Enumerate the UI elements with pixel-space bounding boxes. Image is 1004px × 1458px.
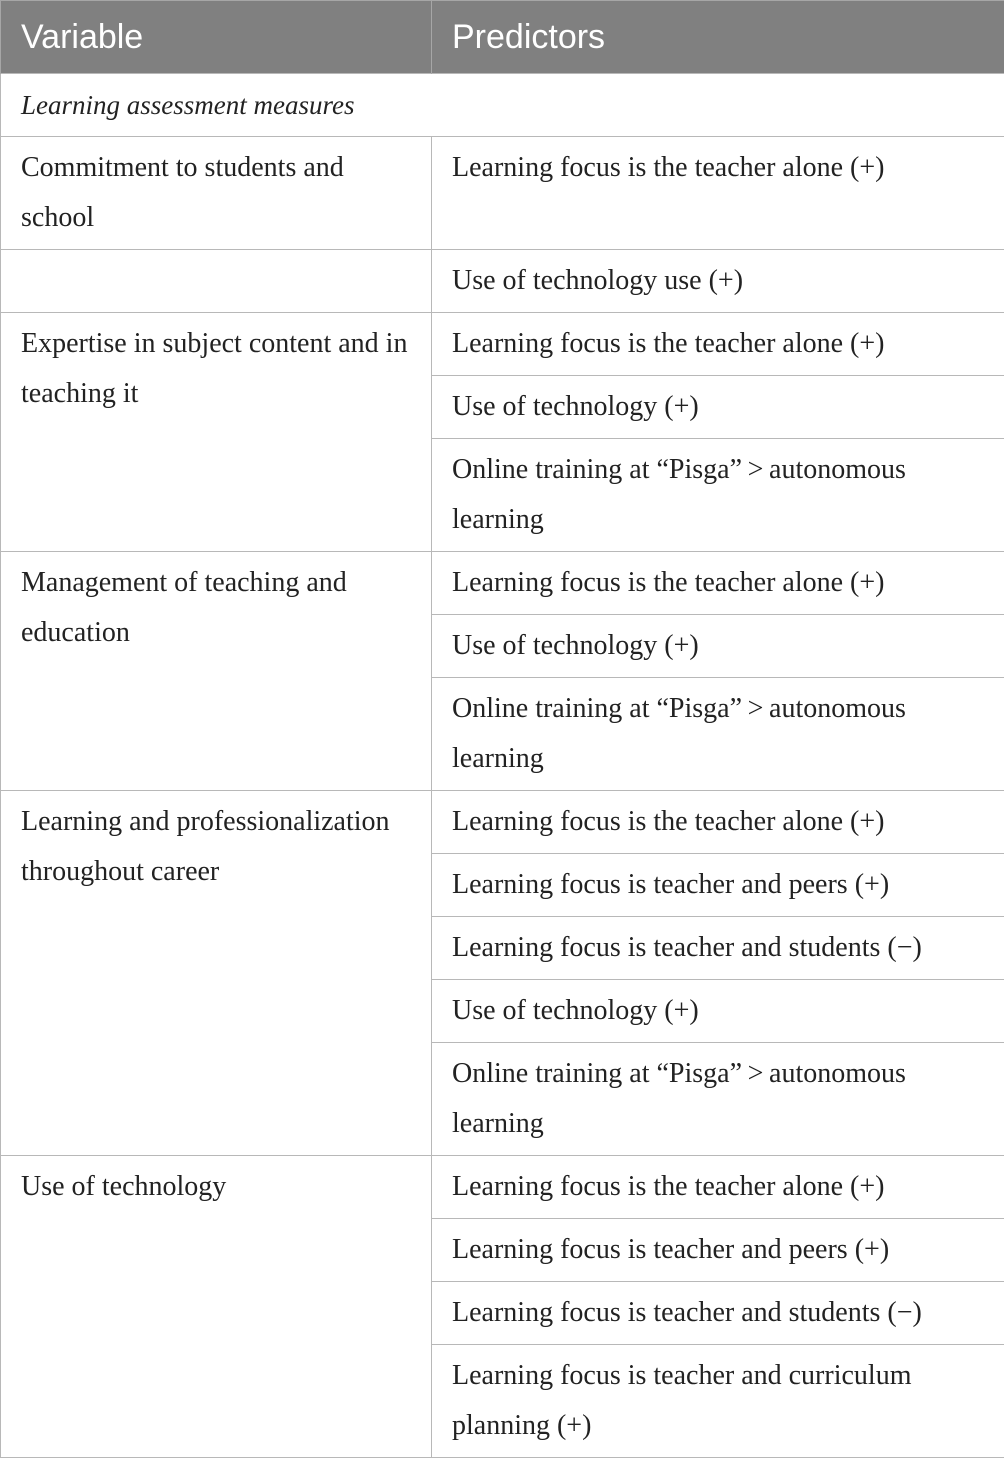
- predictor-cell: Use of technology (+): [432, 376, 1004, 439]
- predictor-cell: Learning focus is the teacher alone (+): [432, 791, 1004, 854]
- variable-cell: Commitment to students and school: [1, 137, 432, 250]
- predictor-cell: Online training at “Pisga” > autonomous learning: [432, 1043, 1004, 1156]
- variable-cell: [1, 250, 432, 313]
- predictor-cell: Learning focus is the teacher alone (+): [432, 137, 1004, 250]
- table-row: [1, 791, 1004, 854]
- section-row: [1, 74, 1004, 137]
- predictor-cell: Online training at “Pisga” > autonomous learning: [432, 439, 1004, 552]
- table-row: [1, 313, 1004, 376]
- variable-cell: Expertise in subject content and in teaching it: [1, 313, 432, 552]
- predictor-cell: Learning focus is the teacher alone (+): [432, 1156, 1004, 1219]
- table-row: [1, 250, 1004, 313]
- header-predictors: Predictors: [432, 1, 1004, 74]
- predictor-cell: Learning focus is teacher and peers (+): [432, 1219, 1004, 1282]
- predictor-cell: Use of technology (+): [432, 980, 1004, 1043]
- predictor-cell: Learning focus is teacher and students (−): [432, 1282, 1004, 1345]
- predictor-cell: Learning focus is teacher and students (−): [432, 917, 1004, 980]
- table-row: [1, 137, 1004, 250]
- table-row: [1, 552, 1004, 615]
- predictor-cell: Use of technology use (+): [432, 250, 1004, 313]
- table-row: [1, 1156, 1004, 1219]
- predictor-cell: Use of technology (+): [432, 615, 1004, 678]
- predictor-cell: Learning focus is the teacher alone (+): [432, 313, 1004, 376]
- predictor-cell: Learning focus is the teacher alone (+): [432, 552, 1004, 615]
- section-title: Learning assessment measures: [1, 74, 1004, 137]
- header-variable: Variable: [1, 1, 432, 74]
- predictor-cell: Online training at “Pisga” > autonomous learning: [432, 678, 1004, 791]
- predictor-cell: Learning focus is teacher and peers (+): [432, 854, 1004, 917]
- header-row: [1, 1, 1004, 74]
- variable-cell: Learning and professionalization throughout career: [1, 791, 432, 1156]
- variable-cell: Management of teaching and education: [1, 552, 432, 791]
- variable-cell: Use of technology: [1, 1156, 432, 1458]
- predictor-cell: Learning focus is teacher and curriculum planning (+): [432, 1345, 1004, 1458]
